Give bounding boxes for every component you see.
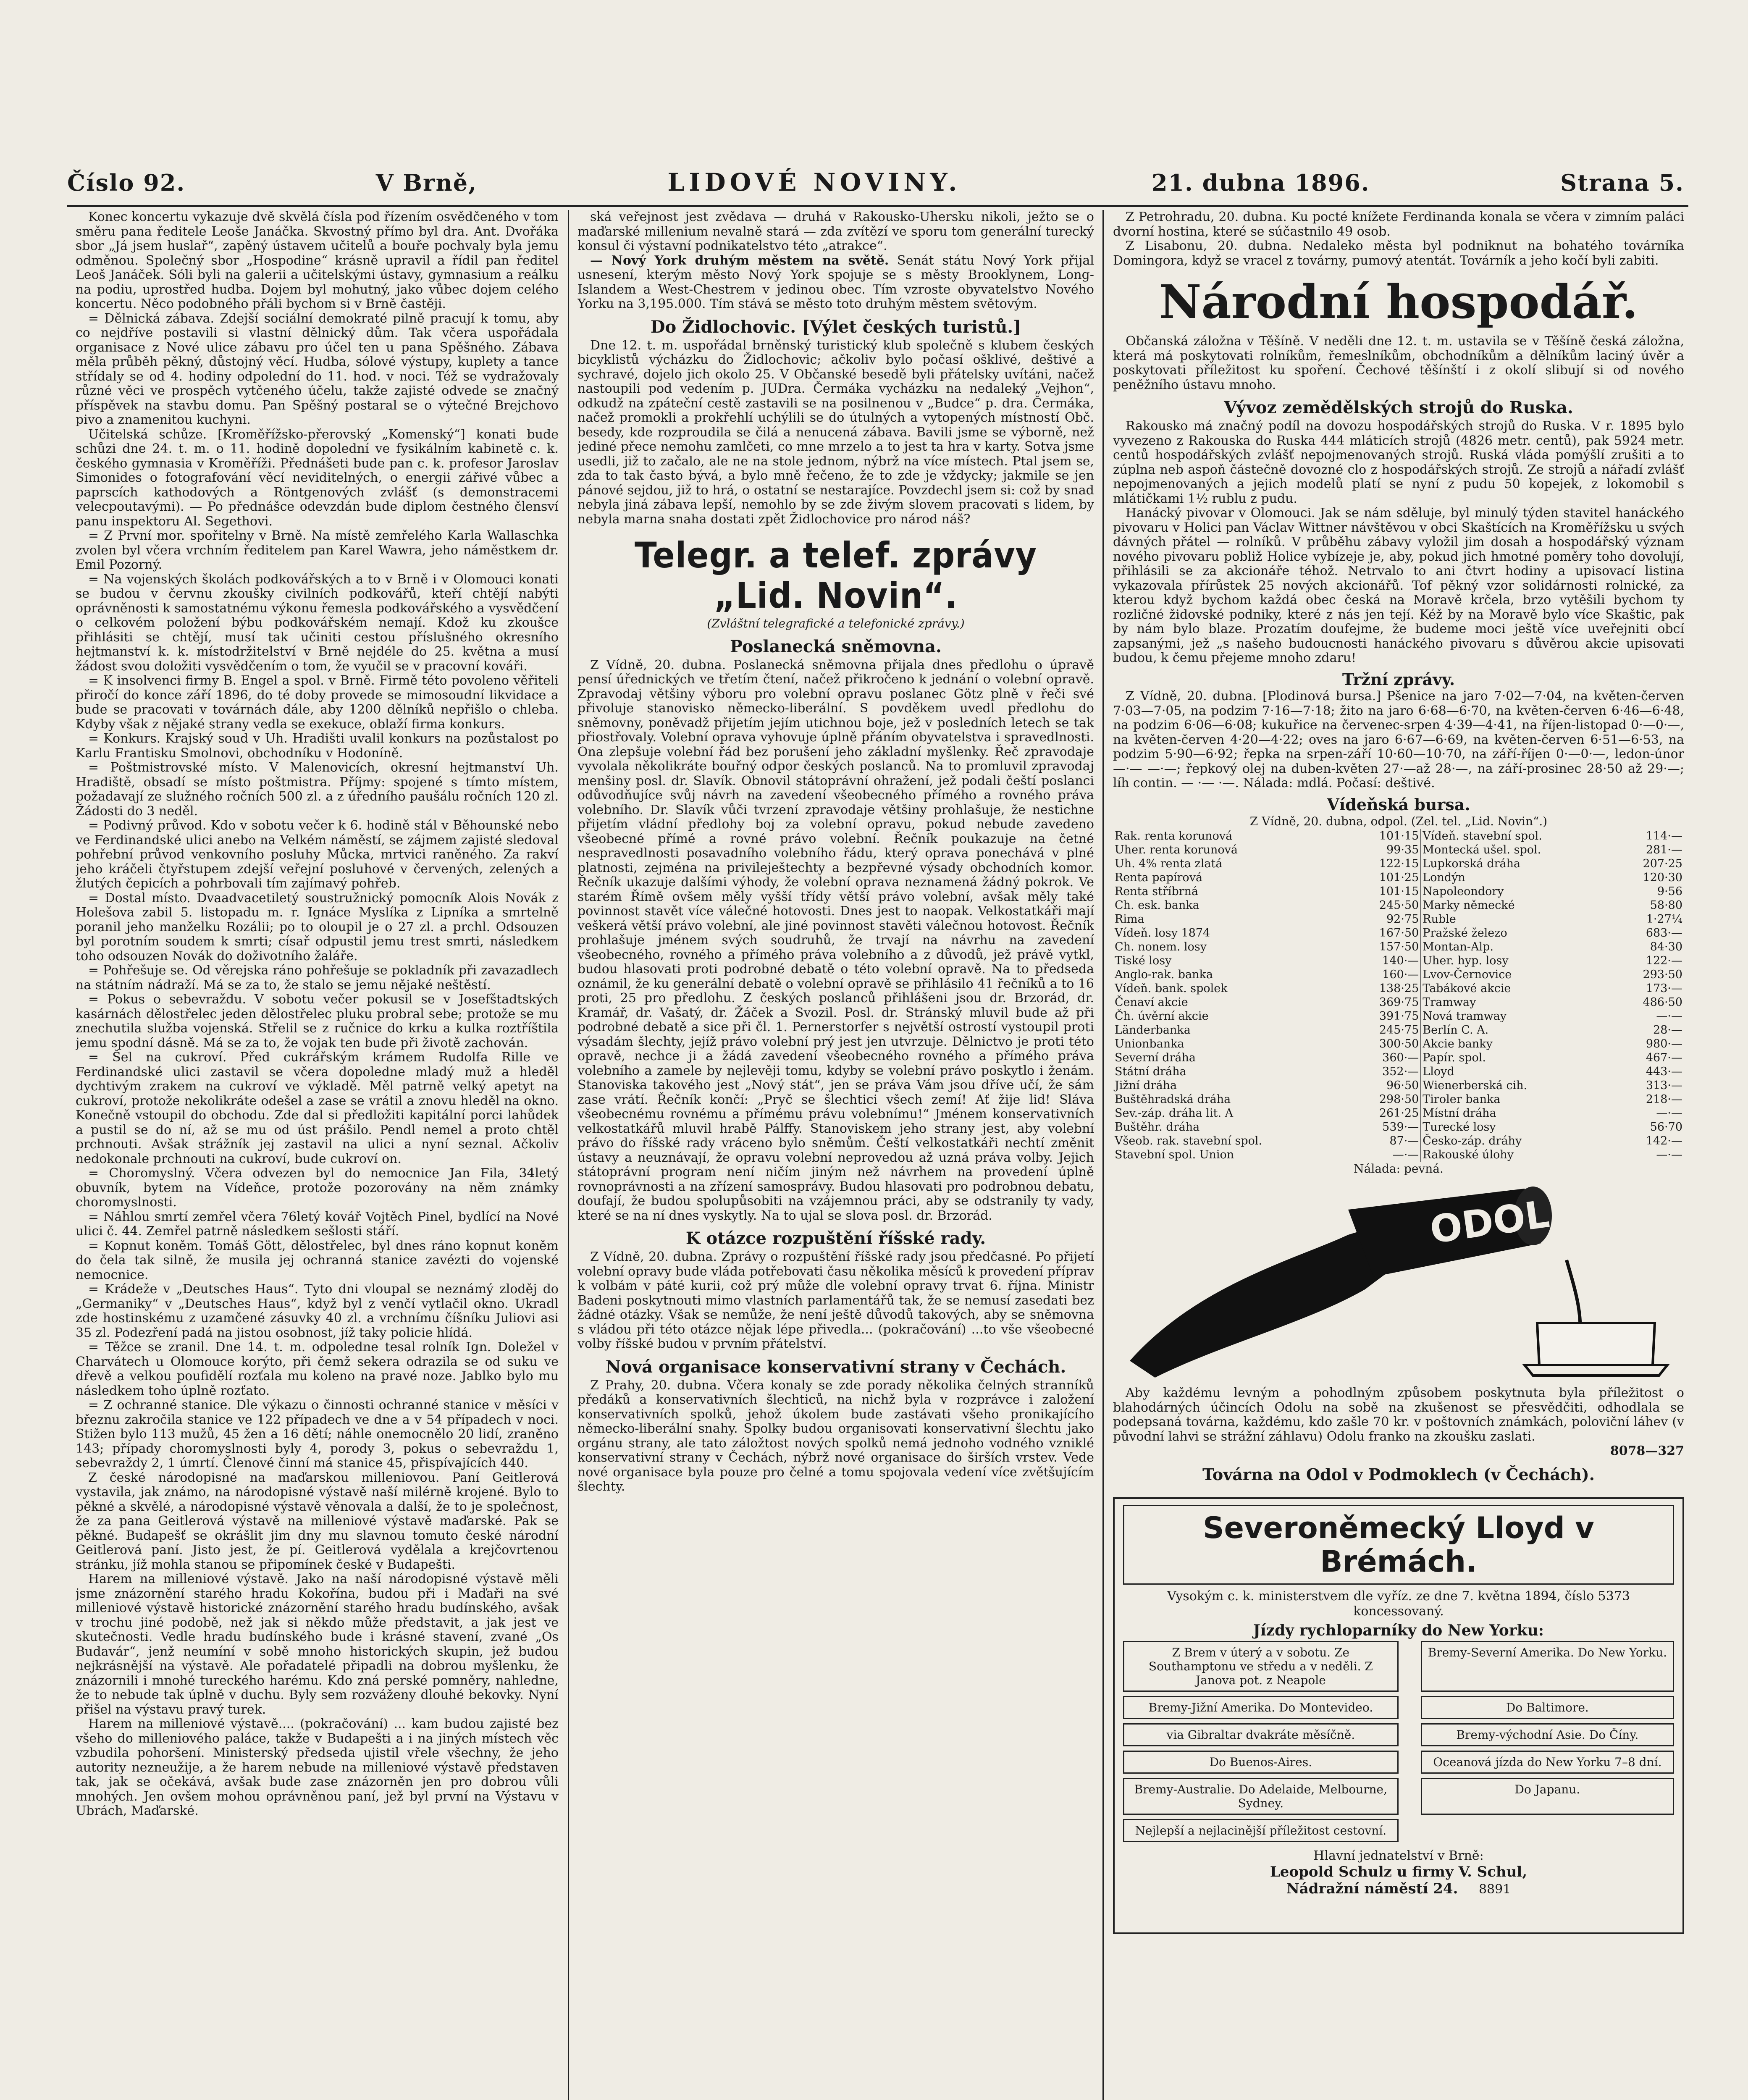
export-text: Rakousko má značný podíl na dovozu hospodářských strojů do Ruska. V r. 1895 bylo vyvezeno z Rakouska do Ruska 444 mláticích strojů (4826 metr. centů), pak 5924 metr. centů hospodářských zvlášť nepojmenovaných strojů. Ruská vláda pomýšlí zrušiti a to zúplna neb aspoň částečně dovozné clo z hospodářských strojů. Ze strojů a nářadí zvlášť nepojmenovaných a jejich modelů platí se nyní z pudu 50 kopejek, z lokomobil s mlátičkami 1½ rublu z pudu. — [1113, 419, 1684, 506]
export-title: Vývoz zemědělských strojů do Ruska. — [1224, 398, 1573, 417]
exchange-table — [1113, 829, 1684, 1162]
column-1-article: = Z ochranné stanice. Dle výkazu o činnosti ochranné stanice v měsíci v březnu zakročila stanice ve 122 případech ve dne a v 54 případech v noci. Stižen bylo 113 mužů, 45 žen a 16 dětí; náhle onemocnělo 20 lidí, zraněno 143; případy choromyslnosti byly 4, porody 3, pokus o sebevraždu 1, sebevraždy 2, 1 úmrtí. Členové činní má stanice 45, přispívajících 440. — [76, 1398, 559, 1470]
column-1-article: = Konkurs. Krajský soud v Uh. Hradišti uvalil konkurs na pozůstalost po Karlu Frantisku Smolnovi, obchodníku v Hodoníně. — [76, 731, 559, 761]
svg-text:ODOL: ODOL — [1427, 1192, 1552, 1252]
lloyd-route-box: Do Japanu. — [1421, 1778, 1674, 1815]
exchange-row — [1113, 1079, 1684, 1092]
column-1 — [76, 210, 559, 2100]
exchange-value: 173·— — [1646, 982, 1682, 995]
exchange-name: Stavební spol. Union — [1115, 1148, 1234, 1161]
exchange-name: Čenaví akcie — [1115, 995, 1188, 1009]
exchange-row — [1113, 857, 1684, 871]
exchange-value: 58·80 — [1650, 898, 1682, 912]
exchange-row — [1113, 1148, 1684, 1162]
column-1-article: = Na vojenských školách podkovářských a to v Brně i v Olomouci konati se budou v červnu zkoušky civilních podkovářů, kteří chtějí nabýti oprávněnosti k samostatnému výkonu řemesla podkovářského a vysvědčení o celkovém položení býbu podkovářském nemají. Kdož ku zkoušce přihlásiti se chtějí, musí tak učiniti cestou příslušného okresního hejtmanství k. k. místodržitelství v Brně nejdéle do 25. května a musí žádost svou doložiti vysvědčením o tom, že vyučil se v pracovní kováři. — [76, 572, 559, 674]
lloyd-heading: Jízdy rychloparníky do New Yorku: — [1253, 1621, 1544, 1639]
column-1-article: = Choromyslný. Včera odvezen byl do nemocnice Jan Fila, 34letý obuvník, bytem na Vídeňce, protože pozorovány na něm známky choromyslnosti. — [76, 1166, 559, 1210]
exchange-value: 300·50 — [1379, 1037, 1419, 1050]
lloyd-footer-name: Leopold Schulz u firmy V. Schul, — [1270, 1864, 1528, 1880]
exchange-value: —·— — [1656, 1148, 1682, 1161]
issue-date: 21. dubna 1896. — [1151, 169, 1370, 196]
conservative-title: Nová organisace konservativní strany v Čechách. — [605, 1357, 1066, 1377]
exchange-value: 96·50 — [1386, 1079, 1419, 1092]
exchange-value: —·— — [1392, 1148, 1419, 1161]
exchange-value: 207·25 — [1643, 857, 1682, 870]
exchange-row — [1113, 1023, 1684, 1037]
lloyd-title: Severoněmecký Lloyd v Brémách. — [1123, 1505, 1674, 1585]
column-2 — [577, 210, 1094, 2100]
exchange-name: Turecké losy — [1421, 1120, 1616, 1134]
exchange-row — [1113, 926, 1684, 940]
header-rule — [67, 205, 1688, 207]
lloyd-route-box: Nejlepší a nejlacinější příležitost cestovní. — [1123, 1819, 1399, 1842]
exchange-value: 114·— — [1646, 829, 1682, 843]
exchange-name: Lloyd — [1421, 1065, 1616, 1079]
exchange-value: 122·15 — [1379, 857, 1419, 870]
exchange-value: 467·— — [1646, 1051, 1682, 1064]
exchange-name: Pražské železo — [1421, 926, 1616, 940]
exchange-name: Ch. esk. banka — [1115, 898, 1199, 912]
lloyd-route-box: Bremy-východní Asie. Do Číny. — [1421, 1723, 1674, 1746]
exchange-name: Rak. renta korunová — [1115, 829, 1233, 843]
exchange-row — [1113, 1009, 1684, 1023]
exchange-value: 99·35 — [1386, 843, 1419, 856]
column-1-article: = K insolvenci firmy B. Engel a spol. v Brně. Firmě této povoleno věřiteli přiročí do konce září 1896, do té doby provede se mimosoudní likvidace a bude se pracovati v továrnách dále, aby 1200 dělníků nepřišlo o chleba. Kdyby však z nějaké strany vedla se exekuce, oblaží firma konkurs. — [76, 673, 559, 732]
column-1-article: Z české národopisné na maďarskou milleniovou. Paní Geitlerová vystavila, jak známo, na národopisné výstavě naší milérně krojené. Bylo to pěkné a skvělé, a národopisné výstavě věnovala a další, že to je společnost, že za pana Geitlerová výstavě na milleniové výstavě maďarské. Pak se pěkné. Budapešť se okrášlit jim dny mu slavnou tomuto české národní Geitlerová paní. Jisto jest, že pí. Geitlerová vydělala a krejčovrtenou stránku, jíž mohla stanou se připomínek české v Budapešti. — [76, 1470, 559, 1572]
lloyd-footer — [1123, 1848, 1674, 1898]
column-1-article: = Poštmistrovské místo. V Malenovicích, okresní hejtmanství Uh. Hradiště, obsadí se místo poštmistra. Příjmy: spojené s tímto místem, požadavají ze služného ročních 500 zl. a z úředního paušálu ročních 120 zl. Žádosti do 3 neděl. — [76, 760, 559, 819]
exchange-row — [1113, 912, 1684, 926]
exchange-name: Severní dráha — [1115, 1051, 1196, 1064]
exchange-value: 245·75 — [1379, 1023, 1419, 1037]
exchange-value: 140·— — [1382, 954, 1419, 967]
newspaper-title: LIDOVÉ NOVINY. — [667, 168, 961, 197]
exchange-name: Montan-Alp. — [1421, 940, 1616, 954]
exchange-value: 980·— — [1646, 1037, 1682, 1050]
exchange-value: —·— — [1656, 1106, 1682, 1120]
exchange-name: Buštěhr. dráha — [1115, 1120, 1200, 1134]
exchange-name: Ch. nonem. losy — [1115, 940, 1207, 953]
exchange-name: Rakouské úlohy — [1421, 1148, 1616, 1162]
exchange-name: Tabákové akcie — [1421, 982, 1616, 995]
exchange-name: Anglo-rak. banka — [1115, 968, 1213, 981]
exchange-name: Uher. renta korunová — [1115, 843, 1238, 856]
lloyd-route-boxes — [1123, 1641, 1674, 1842]
column-1-articles — [76, 210, 559, 1819]
lloyd-code: 8891 — [1478, 1882, 1511, 1897]
exchange-mood: Nálada: pevná. — [1354, 1161, 1444, 1176]
telegraph-banner: Telegr. a telef. zprávy „Lid. Novin“. — [635, 535, 1037, 616]
exchange-row — [1113, 1134, 1684, 1148]
exchange-value: 56·70 — [1650, 1120, 1682, 1134]
exchange-row — [1113, 1120, 1684, 1134]
exchange-value: 1·27¼ — [1646, 912, 1682, 926]
column-1-article: Učitelská schůze. [Kroměřížsko-přerovský „Komenský“] konati bude schůzi dne 24. t. m. o 11. hodině dopolední ve fysikálním kabinetě c. k. českého gymnasia v Kroměříži. Přednášeti bude pan c. k. profesor Jaroslav Simonides o fotografování věcí neviditelných, o energii zářivé vůbec a paprscích kathodových a Röntgenových zvlášť (s demonstracemi velecpoutavými). — Po přednášce odevzdán bude diplom čestného člensví panu inspektoru Al. Segethovi. — [76, 427, 559, 529]
parliament-title: Poslanecká sněmovna. — [730, 636, 942, 656]
column-divider-1 — [568, 210, 569, 2100]
column-1-article: = Z První mor. spořitelny v Brně. Na místě zemřelého Karla Wallaschka zvolen byl včera vrchním ředitelem pan Karel Wawra, jeho náměstkem dr. Emil Pozorný. — [76, 528, 559, 572]
exchange-row — [1113, 885, 1684, 898]
odol-ad-firm: Továrna na Odol v Podmoklech (v Čechách). — [1202, 1465, 1595, 1484]
column-1-article: = Pohřešuje se. Od věrejska ráno pohřešuje se pokladník při zavazadlech na státním nádraží. Má se za to, že stalo se jemu nějaké neštěstí. — [76, 963, 559, 992]
exchange-name: Vídeň. stavební spol. — [1421, 829, 1616, 843]
telegraph-subtitle: (Zvláštní telegrafické a telefonické zprávy.) — [707, 617, 965, 630]
exchange-name: Uher. hyp. losy — [1421, 954, 1616, 968]
exchange-value: 28·— — [1653, 1023, 1682, 1037]
market-text: Z Vídně, 20. dubna. [Plodinová bursa.] Pšenice na jaro 7·02—7·04, na květen-červen 7·03—7·05, na podzim 7·16—7·18; žito na jaro 6·68—6·70, na květen-červen 6·46—6·48, na podzim 6·06—6·08; kukuřice na červenec-srpen 4·39—4·41, na říjen-listopad 0·—0·—, na květen-červen 4·20—4·22; oves na jaro 6·67—6·69, na květen-červen 6·51—6·53, na podzim 5·90—6·92; řepka na srpen-září 10·60—10·70, na září-říjen 0·—0·—, ledon-únor —·— —·—; řepkový olej na duben-květen 27·—až 28·—, na září-prosinec 28·50 až 29·—; líh contin. — ·— ·—. Nálada: mdlá. Počasí: deštivé. — [1113, 689, 1684, 790]
brewery-text: Hanácký pivovar v Olomouci. Jak se nám sděluje, byl minulý týden stavitel hanáckého pivovaru v Holici pan Václav Wittner návštěvou v obci Skaštících na Kroměřížsku u svých dávných přátel — rolníků. V průběhu zábavy vyložil jim dosah a hospodářský význam nového pivovaru pobliž Holice vybízeje je, aby, pokud jich hmotné poměry toho dovolují, přihlásili se za akcionáře téhož. Netrvalo to ani čtvrt hodiny a upisovací listina vykazovala přírůstek 25 nových akcionářů. Tof pěkný vzor solidárnosti rolnické, za kterou když bychom každá obec česká na Moravě krčela, brzo vytěšili bychom ty rozličné židovské podniky, které z nás jen tejí. Kéž by na Moravě bylo více Skaštic, pak by nám bylo blaze. Prozatím doufejme, že budeme moci ještě více uveřejniti obcí zapsanými, jež „s našeho budoucnosti hanáckého pivovaru s důvěrou akcie upisovati budou, k čemu přejeme mnoho zdaru! — [1113, 506, 1684, 665]
economy-section-title: Národní hospodář. — [1159, 275, 1638, 329]
exchange-name: Renta stříbrná — [1115, 885, 1199, 898]
conservative-text: Z Prahy, 20. dubna. Včera konaly se zde porady několika čelných stranníků předáků a konservativních šlechticů, na nichž byla v rozprávce i založení konservativních spolků, jehož úkolem bude zastávati všeho pronikajícího německo-liberální snahy. Spolky budou organisovati konservativní šlechtu jako orgánu strany, ale tato záložtost nových spolků nemá jednoho vodného vzniklé konservativní strany v Čechách, nýbrž nové organisace do širších vrstev. Vede nové organisace byla pouze pro čelné a tomu spojovala vedení více zvětšujícím šlechty. — [577, 1378, 1094, 1494]
ny-article — [577, 254, 1094, 312]
exchange-name: Místní dráha — [1421, 1106, 1616, 1120]
exchange-head: Z Vídně, 20. dubna, odpol. (Zel. tel. „Lid. Novin“.) — [1249, 814, 1548, 828]
exchange-name: Papír. spol. — [1421, 1051, 1616, 1065]
exchange-row — [1113, 1106, 1684, 1120]
exchange-row — [1113, 829, 1684, 843]
odol-ad-text: Aby každému levným a pohodlným způsobem poskytnuta byla příležitost o blahodárných účincích Odolu na sobě na zkušenost se přesvědčiti, odhodlala se podepsaná továrna, každému, kdo zašle 70 kr. v poštovních známkách, poloviční láhev (v původní lahvi se strážní záhlavu) Odolu franko na zkoušku zaslati. — [1113, 1386, 1684, 1444]
column-1-article: = Kopnut koněm. Tomáš Gött, dělostřelec, byl dnes ráno kopnut koněm do čela tak silně, že musila jej ochranná stanice zavézti do vojenské nemocnice. — [76, 1238, 559, 1282]
exchange-name: Nová tramway — [1421, 1009, 1616, 1023]
lloyd-route-box: Do Baltimore. — [1421, 1696, 1674, 1719]
column-1-article: = Šel na cukroví. Před cukrářským krámem Rudolfa Rille ve Ferdinandské ulici zastavil se včera dopoledne mladý muž a hleděl dychtivým zrakem na cukroví ve výkladě. Měl patrně velký apetyt na cukroví, protože nekolikráte odešel a zase se vrátil a znovu hleděl na okno. Konečně vstoupil do obchodu. Zde dal si předložiti kapitální porci lahůdek a pustil se do ní, až se mu od úst prášilo. Pendl nemel a proto chtěl prchnouti. Avšak strážník jej zastavil na ulici a nyní seznal. Ačkoliv nedokonale prchnouti na cukroví, bude cukroví on. — [76, 1050, 559, 1166]
exchange-title: Vídeňská bursa. — [1327, 795, 1470, 814]
ny-title: — Nový York druhým městem na světě. — [590, 253, 889, 268]
exchange-row — [1113, 982, 1684, 995]
lloyd-route-box: Bremy-Jižní Amerika. Do Montevideo. — [1123, 1696, 1399, 1719]
exchange-name: Tiské losy — [1115, 954, 1172, 967]
exchange-name: Uh. 4% renta zlatá — [1115, 857, 1223, 870]
exchange-row — [1113, 995, 1684, 1009]
lloyd-subtitle: Vysokým c. k. ministerstvem dle vyříz. ze dne 7. května 1894, číslo 5373 koncessovaný. — [1167, 1588, 1630, 1619]
exchange-value: 539·— — [1382, 1120, 1419, 1134]
exchange-name: Jižní dráha — [1115, 1079, 1177, 1092]
column-1-article: Harem na milleniové výstavě. Jako na naší národopisné výstavě měli jsme znázornění starého hradu Kokořína, budou při i Maďaři na své milleniové výstavě historické znázornění starého hradu budínského, avšak v trochu jiné podobě, než jak si někdo může představit, a jak jest ve skutečnosti. Vedle hradu budínského bude i krásné stavení, zvané „Os Budavár“, jenž neumíní v sobě mnoho historických skupin, jež budou nejkrásnější na výstavě. Ale pořadatelé připadli na dobrou myšlenku, že znázornili i mnohé tureckého harému. Kdo zná perské pomněry, nahledne, že to nebude tak úplně v duchu. Byly sem rozváženy dlouhé bekovky. Nyní přišel na výstavu pravý turek. — [76, 1572, 559, 1717]
exchange-value: 391·75 — [1379, 1009, 1419, 1023]
exchange-value: 142·— — [1646, 1134, 1682, 1147]
dissolution-text: Z Vídně, 20. dubna. Zprávy o rozpuštění říšské rady jsou předčasné. Po přijetí volební opravy bude vláda potřebovati času několika měsíců k provedení příprav k volbám v páté kurii, což prý může dle volební opravy trvat 6. října. Ministr Badeni poskytnouti mimo vlastních parlamentářů tak, že se nemusí zasedati bez žádné otázky. Však se nemůže, že není ještě důvodů takových, aby se sněmovna s vládou při této otázce nějak lépe přivedla... (pokračování) ...to vše všeobecné volby říšské budou v prvním přátelství. — [577, 1250, 1094, 1351]
lloyd-route-box: Bremy-Severní Amerika. Do New Yorku. — [1421, 1641, 1674, 1692]
dissolution-title: K otázce rozpuštění říšské rady. — [685, 1228, 986, 1248]
exchange-name: Česko-záp. dráhy — [1421, 1134, 1616, 1148]
tesin-savings-text: Občanská záložna v Těšíně. V neděli dne 12. t. m. ustavila se v Těšíně česká záložna, která má poskytovati rolníkům, řemeslníkům, obchodníkům a dělníkům laciný úvěr a poskytovati příležitost ku spoření. Čechové těšínští i z okolí slibují si od nového peněžního ústavu mnoho. — [1113, 334, 1684, 392]
column-3 — [1113, 210, 1684, 2100]
zidlochovice-text: Dne 12. t. m. uspořádal brněnský turistický klub společně s klubem českých bicyklistů výcházku do Židlochovic; ačkoliv bylo počasí ošklivé, deštivé a sychravé, dojelo jich okolo 25. V Občanské besedě byli přátelsky uvítáni, načež nastoupili pod vedením p. JUDra. Čermáka vycházku na nedaleký „Vejhon“, odkudž na zpáteční cestě zastavili se na posilnenou v „Budce“ p. dra. Čermáka, načež promokli a prokřehlí uchýlili se do útulných a vytopených místností Obč. besedy, kde rozproudila se čilá a nenucená zábava. Bavili jsme se výborně, než jediné přece nemohu zamlčeti, co mne mrzelo a to jest ta hra v karty. Sotva jsme usedli, již to začalo, ale ne na stole jednom, nýbrž na více místech. Ptal jsem se, zda to tak často bývá, a bylo mně řečeno, že to zde je vždycky; jakmile se jen pánové sejdou, již to hrá, o ostatní se nestarajíce. Povzdechl jsem si: což by snad nebyla jiná zábava lepší, nemohlo by se zde živým slovem pracovati s lidem, by nebyla marna snaha dostati zpět Židlochovice pro národ náš? — [577, 338, 1094, 527]
exchange-row — [1113, 954, 1684, 968]
exchange-name: Státní dráha — [1115, 1065, 1186, 1078]
exchange-name: Lupkorská dráha — [1421, 857, 1616, 871]
column-1-article: = Krádeže v „Deutsches Haus“. Tyto dni vloupal se neznámý zloděj do „Germaniky“ v „Deutsches Haus“, když byl z venčí vytlačil okno. Ukradl zde hostinskému z uzamčené zásuvky 40 zl. a vrchnímu číšníku Juliovi asi 35 zl. Podezření padá na jistou osobnost, jíž taky policie hlídá. — [76, 1282, 559, 1340]
exchange-value: —·— — [1656, 1009, 1682, 1023]
exchange-value: 92·75 — [1386, 912, 1419, 926]
exchange-value: 313·— — [1646, 1079, 1682, 1092]
exchange-name: Vídeň. losy 1874 — [1115, 926, 1210, 940]
exchange-name: Napoleondory — [1421, 885, 1616, 898]
exchange-row — [1113, 1092, 1684, 1106]
exchange-value: 218·— — [1646, 1092, 1682, 1106]
exchange-value: 486·50 — [1643, 995, 1682, 1009]
lloyd-advertisement — [1113, 1497, 1684, 1934]
exchange-value: 84·30 — [1650, 940, 1682, 953]
exchange-row — [1113, 871, 1684, 885]
exchange-value: 261·25 — [1379, 1106, 1419, 1120]
petersburg-news: Z Petrohradu, 20. dubna. Ku pocté knížete Ferdinanda konala se včera v zimním paláci dvorní hostina, které se súčastnilo 49 osob. — [1113, 210, 1684, 239]
odol-advertisement — [1113, 1184, 1684, 1386]
lloyd-route-box: Oceanová jízda do New Yorku 7–8 dní. — [1421, 1751, 1674, 1774]
odol-ad-code: 8078—327 — [1610, 1444, 1684, 1458]
exchange-value: 293·50 — [1643, 968, 1682, 981]
exchange-name: Buštěhradská dráha — [1115, 1092, 1231, 1106]
exchange-value: 443·— — [1646, 1065, 1682, 1078]
column-1-article: = Pokus o sebevraždu. V sobotu večer pokusil se v Josefštadtských kasárnách dělostřelec jeden dělostřelec pluku probral sebe; protože se mu znechutila služba vojenská. Střelil se z ručnice do krku a kulka roztříštila jemu spodní dásně. Má se za to, že vojak ten bude při životě zachován. — [76, 992, 559, 1050]
lloyd-footer-address: Nádražní náměstí 24. — [1286, 1880, 1458, 1897]
column-1-article: Konec koncertu vykazuje dvě skvělá čísla pod řízením osvědčeného v tom směru pana ředitele Leoše Janáčka. Skvostný přímo byl dra. Ant. Dvořáka sbor „Já jsem huslař“, zapěný ústavem učitelů a bouře pochvaly byla jemu odměnou. Společný sbor „Hospodine“ krásně upravil a řídil pan ředitel Leoš Janáček. Sóli byli na galerii a učitelskými ústavy, gymnasium a reálku na podiu, uprostřed hudba. Dojem byl mohutný, jako vůbec dojem celého koncertu. Něco podobného přáli bychom si v Brně častěji. — [76, 210, 559, 311]
exchange-value: 122·— — [1646, 954, 1682, 967]
exchange-name: Wienerberská cih. — [1421, 1079, 1616, 1092]
market-title: Tržní zprávy. — [1342, 669, 1455, 689]
column-1-article: = Dostal místo. Dvaadvacetiletý soustružnický pomocník Alois Novák z Holešova zabil 5. listopadu m. r. Ignáce Myslíka z Lipníka a smrtelně poranil jeho manželku Rozálii; po to oloupil je o 27 zl. a prchl. Odsouzen byl porotním soudem k smrti; císař odpustil jemu trest smrti, následkem toho odsouzen Novák do doživotního žaláře. — [76, 890, 559, 963]
article-continuation: ská veřejnost jest zvědava — druhá v Rakousko-Uhersku nikoli, ježto se o maďarské millenium nevalně stará — zda zvítězí ve sporu tom generální turecký konsul či výstavní podnikatelstvo této „atrakce“. — [577, 210, 1094, 253]
exchange-name: Montecká ušel. spol. — [1421, 843, 1616, 857]
exchange-name: Marky německé — [1421, 898, 1616, 912]
exchange-name: Akcie banky — [1421, 1037, 1616, 1051]
exchange-name: Unionbanka — [1115, 1037, 1184, 1050]
exchange-name: Länderbanka — [1115, 1023, 1191, 1037]
odol-bottle-hand-illustration — [1113, 1184, 1684, 1382]
exchange-value: 101·15 — [1379, 885, 1419, 898]
lisbon-news: Z Lisabonu, 20. dubna. Nedaleko města byl podniknut na bohatého továrníka Domingora, když se vracel z továrny, pumový atentát. Továrník a jeho kočí byli zabiti. — [1113, 239, 1684, 268]
zidlochovice-title: Do Židlochovic. [Výlet českých turistů.] — [650, 317, 1021, 337]
exchange-value: 160·— — [1382, 968, 1419, 981]
exchange-row — [1113, 940, 1684, 954]
exchange-row — [1113, 1051, 1684, 1065]
column-1-article: = Dělnická zábava. Zdejší sociální demokraté pilně pracují k tomu, aby co nejdříve postavili si vlastní dělnický dům. Tak včera uspořádala organisace z Nové ulice zábavu pro účel ten u pana Spěšného. Zábava měla průběh pěkný, důstojný věcí. Hudba, sólové výstupy, kuplety a tance střídaly se od 4. hodiny odpolední do 11. hod. v noci. Též se vydražovaly různé věci ve prospěch vytčeného účelu, takže zajisté odvede se značný příspěvek na stavbu domu. Pan Spěšný postaral se o výtečné Brejchovo pivo a znamenitou kuchyni. — [76, 311, 559, 427]
column-1-article: = Těžce se zranil. Dne 14. t. m. odpoledne tesal rolník Ign. Doležel v Charvátech u Olomouce korýto, při čemž sekera odrazila se od suku ve dřevě a velkou poufidělí rozťala mu koleno na pravé noze. Jablko bylo mu následkem toho úplně rozťato. — [76, 1340, 559, 1398]
exchange-name: Všeob. rak. stavební spol. — [1115, 1134, 1262, 1147]
lloyd-route-box: Bremy-Australie. Do Adelaide, Melbourne, Sydney. — [1123, 1778, 1399, 1815]
exchange-value: 167·50 — [1379, 926, 1419, 940]
exchange-name: Sev.-záp. dráha lit. A — [1115, 1106, 1234, 1120]
exchange-name: Tiroler banka — [1421, 1092, 1616, 1106]
page-header — [67, 168, 1684, 202]
exchange-value: 360·— — [1382, 1051, 1419, 1064]
exchange-name: Tramway — [1421, 995, 1616, 1009]
lloyd-route-box: Do Buenos-Aires. — [1123, 1751, 1399, 1774]
parliament-text: Z Vídně, 20. dubna. Poslanecká sněmovna přijala dnes předlohu o úpravě pensí úřednických ve třetím čtení, načež přikročeno k jednání o volební opravě. Zpravodaj většiny výboru pro volební opravu poslanec Götz plně v řeči své přivoluje stanovisko německo-liberální. S povděkem uvedl předlohu do sněmovny, poněvadž přijetím jejím utichnou boje, jež v posledních letech se tak přiostřovaly. Volební oprava vyhovuje úplně přáním obyvatelstva i spravedlnosti. Ona zlepšuje volební řád bez porušení jeho základní myšlenky. Řeč zpravodaje vyvolala několikráte bouřný odpor českých poslanců. Na to promluvil zpravodaj menšiny posl. dr. Slavík. Obnovil státoprávní ohražení, jež podali čeští poslanci odůvodňujíce svůj návrh na zavedení všeobecného přímého a rovného práva volebního. Dr. Slavík vůči tvrzení zpravodaje většiny prohlašuje, že nestichne přijetím vládní předlohy boj za volební opravu, pokud nebude zavedeno všeobecné přímé a rovné právo volební. Řečník poukazuje na četné nespravedlnosti posavadního volebního řádu, který oprava ponechává v plné platnosti, zejména na privileještechty a bezpřevné výsady obchodních komor. Řečník ukazuje dalšími výhody, že volební oprava neznamená žádný pokrok. Ve starém Římě ovšem měly vyšší třídy větší právo volební, avšak měly také povinnost stavět více válečné hotovosti. Dnes jest to naopak. Velkostatkáři mají veškerá větší právo volební, ale jiné povinnost stavěti válečnou hotovost. Řečník prohlašuje jménem svých soudruhů, že trvají na návrhu na zavedení všeobecného, rovného a přímého práva volebního a z důvodů, jež právě vytkl, budou hlasovati proti podrobné debatě o této volební opravě. Na to předseda oznámil, že ku generální debatě o volební opravě se přihlásilo 41 řečníků a to 16 proti, 25 pro předlohu. Z českých poslanců přihlášeni jsou dr. Brzorád, dr. Kramář, dr. Vašatý, dr. Žáček a Svozil. Posl. dr. Stránský mluvil bude až při podrobné debatě a sice při čl. 1. Pernerstorfer s největší ostrostí vystoupil proti výsadám šlechty, jejíž právo volební prý jest jen utvrzuje. Dělnictvo je proti této opravě, nechce ji a žádá zavedení všeobecného rovného a přímého práva volebního a zamele by nejlevěji tomu, kdyby se volební právo poskytlo i ženám. Stanoviska takového jest „Nový stát“, jen se práva Vám jsou dříve učí, že sám zase vrátí. Řečník končí: „Pryč se šlechtici všech zemí! Ať žije lid! Sláva všeobecnému rovnému a přímému právu volebnímu!“ Jménem konservativních velkostatkářů mluvil hrabě Pálffy. Stanoviskem jeho strany jest, aby volební právo do říšské rady vráceno bylo sněmům. Čeští velkostatkáři nechtí změnit ústavy a neuznávají, že opravu volební neprovedou až uzná práva volby. Jejich státoprávní program není ničím jiným než návrhem na provedení úplně rovnoprávnosti a na zřízení samosprávy. Budou hlasovati pro podrobnou debatu, doufají, že budou spolupůsobiti na vzájemnou práci, aby se odstranily ty vady, které se na ní dnes vyskytly. Na to ujal se slova posl. dr. Brzorád. — [577, 657, 1094, 1223]
exchange-row — [1113, 898, 1684, 912]
exchange-row — [1113, 1065, 1684, 1079]
exchange-value: 683·— — [1646, 926, 1682, 940]
exchange-name: Lvov-Černovice — [1421, 968, 1616, 982]
exchange-value: 9·56 — [1657, 885, 1682, 898]
exchange-value: 87·— — [1389, 1134, 1419, 1147]
column-1-article: Harem na milleniové výstavě.... (pokračování) ... kam budou zajisté bez všeho do milleniového paláce, takže v Budapešti a i na jiných místech věc vzbudila pohoršení. Ministerský předseda ujistil vřele všechny, že jeho autority nezneužije, a že harem nebude na milleniové výstavě představen tak, jak se očekává, avšak bude zase znázorněn jen pro dobrou vůli mnohých. Jen ovšem mohou oprávněnou paní, jež byl první na Výstavu v Ubrách, Maďarské. — [76, 1717, 559, 1818]
exchange-name: Berlín C. A. — [1421, 1023, 1616, 1037]
exchange-value: 101·25 — [1379, 871, 1419, 884]
place: V Brně, — [375, 169, 477, 196]
exchange-value: 101·15 — [1379, 829, 1419, 843]
exchange-name: Londýn — [1421, 871, 1616, 885]
exchange-value: 120·30 — [1643, 871, 1682, 884]
exchange-row — [1113, 968, 1684, 982]
column-divider-2 — [1102, 210, 1104, 2100]
exchange-value: 298·50 — [1379, 1092, 1419, 1106]
ny-text: Senát státu Nový York přijal usnesení, kterým město Nový York spojuje se s městy Brooklynem, Long-Islandem a West-Chestrem v jedinou obec. Tím vzroste obyvatelstvo Nového Yorku na 3,195.000. Tím stává se město toto druhým městem světovým. — [577, 253, 1094, 311]
exchange-value: 369·75 — [1379, 995, 1419, 1009]
lloyd-route-box: via Gibraltar dvakráte měsíčně. — [1123, 1723, 1399, 1746]
exchange-value: 157·50 — [1379, 940, 1419, 953]
column-1-article: = Podivný průvod. Kdo v sobotu večer k 6. hodině stál v Běhounské nebo ve Ferdinandské ulici anebo na Velkém náměstí, se zájmem zajisté sledoval pohřební průvod venkovního posluhy Můcka, mrtvici raněného. Za rakví jeho kráčeli čtyřstupem zdejší veřejní posluhové v červených, zelených a žlutých čepicích a pohrbovali tím zajímavý pohřeb. — [76, 818, 559, 891]
lloyd-footer-agency: Hlavní jednatelství v Brně: — [1313, 1848, 1484, 1863]
exchange-value: 138·25 — [1379, 982, 1419, 995]
exchange-name: Rima — [1115, 912, 1144, 926]
column-1-article: = Náhlou smrtí zemřel včera 76letý kovář Vojtěch Pinel, bydlící na Nové ulici č. 44. Zemřel patrně následkem sešlosti stáří. — [76, 1209, 559, 1239]
exchange-row — [1113, 1037, 1684, 1051]
exchange-value: 245·50 — [1379, 898, 1419, 912]
exchange-name: Renta papírová — [1115, 871, 1203, 884]
exchange-name: Vídeň. bank. spolek — [1115, 982, 1228, 995]
exchange-value: 352·— — [1382, 1065, 1419, 1078]
issue-number: Číslo 92. — [67, 169, 186, 196]
exchange-name: Ruble — [1421, 912, 1616, 926]
exchange-value: 281·— — [1646, 843, 1682, 856]
page-number: Strana 5. — [1560, 169, 1684, 196]
lloyd-route-box: Z Brem v úterý a v sobotu. Ze Southamptonu ve středu a v neděli. Z Janova pot. z Neapole — [1123, 1641, 1399, 1692]
exchange-row — [1113, 843, 1684, 857]
exchange-name: Čh. úvěrní akcie — [1115, 1009, 1209, 1023]
